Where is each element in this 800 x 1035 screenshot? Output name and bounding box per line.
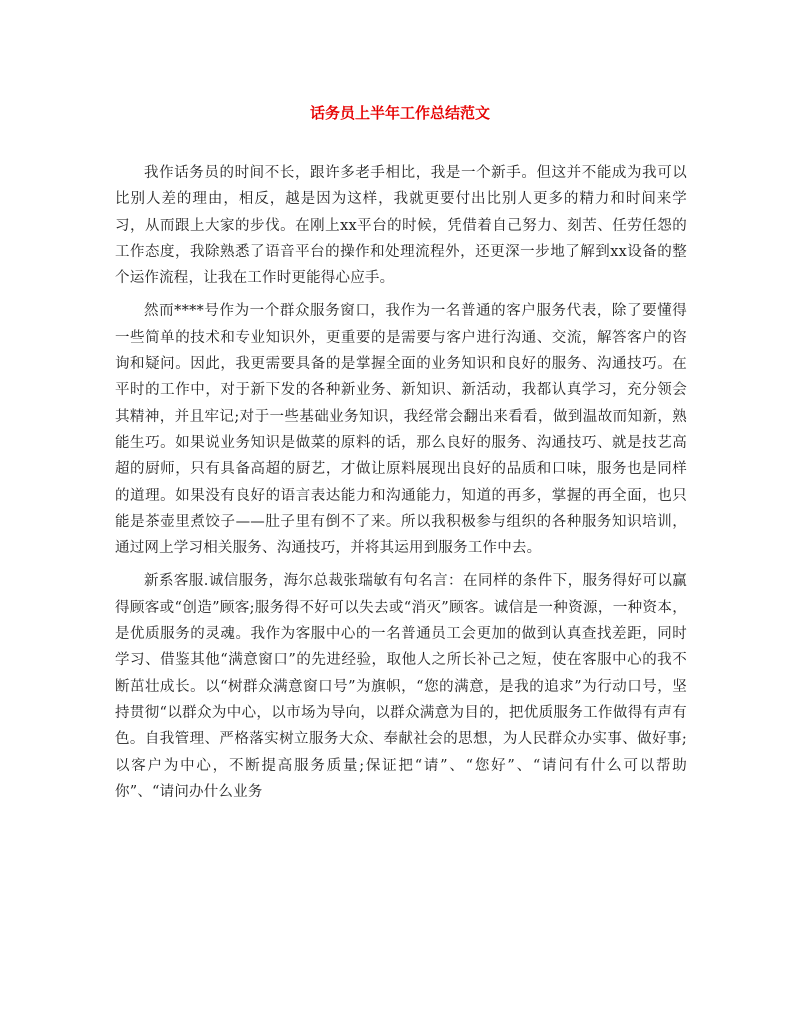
paragraph-2: 然而****号作为一个群众服务窗口，我作为一名普通的客户服务代表，除了要懂得一些简单的技术和专业知识外，更重要的是需要与客户进行沟通、交流，解答客户的咨询和疑问。因此，我更需要具备的是掌握全面的业务知识和良好的服务、沟通技巧。在平时的工作中，对于新下发的各种新业务、新知识、新活动，我都认真学习，充分领会其精神，并且牢记;对于一些基础业务知识，我经常会翻出来看看，做到温故而知新，熟能生巧。如果说业务知识是做菜的原料的话，那么良好的服务、沟通技巧、就是技艺高超的厨师，只有具备高超的厨艺，才做让原料展现出良好的品质和口味，服务也是同样的道理。如果没有良好的语言表达能力和沟通能力，知道的再多，掌握的再全面，也只能是茶壶里煮饺子——肚子里有倒不了来。所以我积极参与组织的各种服务知识培训，通过网上学习相关服务、沟通技巧，并将其运用到服务工作中去。 xyxy=(115,303,687,557)
document-title: 话务员上半年工作总结范文 xyxy=(309,104,490,122)
paragraph-3: 新系客服.诚信服务，海尔总裁张瑞敏有句名言：在同样的条件下，服务得好可以赢得顾客或“创造”顾客;服务得不好可以失去或“消灭”顾客。诚信是一种资源，一种资本，是优质服务的灵魂。我作为客服中心的一名普通员工会更加的做到认真查找差距，同时学习、借鉴其他“满意窗口”的先进经验，取他人之所长补己之短，使在客服中心的我不断茁壮成长。以“树群众满意窗口号”为旗帜，“您的满意，是我的追求”为行动口号，坚持贯彻“以群众为中心，以市场为导向，以群众满意为目的，把优质服务工作做得有声有色。自我管理、严格落实树立服务大众、奉献社会的思想，为人民群众办实事、做好事;以客户为中心，不断提高服务质量;保证把“请”、“您好”、“请问有什么可以帮助你”、“请问办什么业务 xyxy=(115,573,687,800)
paragraph-1: 我作话务员的时间不长，跟许多老手相比，我是一个新手。但这并不能成为我可以比别人差的理由，相反，越是因为这样，我就更要付出比别人更多的精力和时间来学习，从而跟上大家的步伐。在刚上xx平台的时候，凭借着自己努力、刻苦、任劳任怨的工作态度，我除熟悉了语音平台的操作和处理流程外，还更深一步地了解到xx设备的整个运作流程，让我在工作时更能得心应手。 xyxy=(115,165,687,287)
document-body xyxy=(115,160,687,812)
